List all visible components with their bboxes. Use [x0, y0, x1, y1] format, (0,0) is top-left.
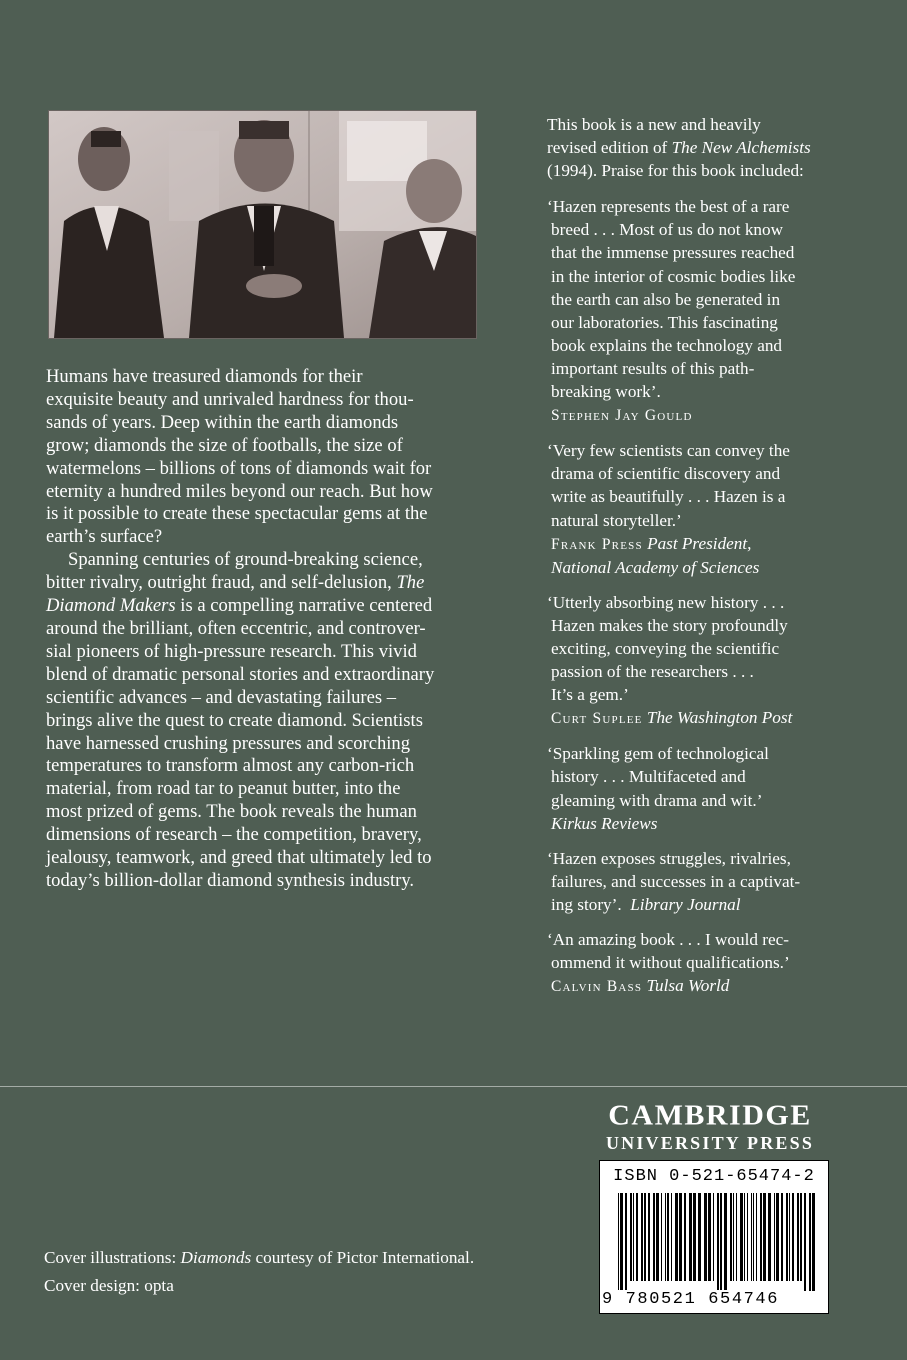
barcode-bar [760, 1193, 762, 1281]
text-line: around the brilliant, often eccentric, and controver- [46, 617, 426, 639]
quote-line: ‘Utterly absorbing new history . . . [547, 592, 785, 612]
cover-credits [44, 1244, 564, 1300]
publication-name: Tulsa World [646, 976, 730, 996]
barcode-bar [753, 1193, 754, 1281]
credit-italic: Diamonds [180, 1248, 252, 1267]
author-name: Curt Suplee [551, 710, 643, 728]
divider-line [0, 1086, 907, 1087]
text-line: blend of dramatic personal stories and extraordinary [46, 663, 435, 685]
text-line: Humans have treasured diamonds for their [46, 366, 363, 387]
book-description [46, 366, 508, 893]
quote-line: ‘Hazen exposes struggles, rivalries, [547, 848, 791, 868]
barcode-bar [684, 1193, 686, 1281]
quote-line: exciting, conveying the scientific [551, 638, 780, 658]
barcode-bar [661, 1193, 662, 1281]
barcode-bar [704, 1193, 707, 1281]
barcode-bar [693, 1193, 696, 1281]
text-segment: bitter rivalry, outright fraud, and self-delusion, [46, 572, 397, 594]
publication-name: Kirkus Reviews [551, 813, 658, 833]
text-line: most prized of gems. The book reveals the human [46, 801, 417, 823]
quote-line: that the immense pressures reached [551, 243, 795, 263]
publisher-subname: UNIVERSITY PRESS [605, 1133, 815, 1153]
text-segment: is a compelling narrative centered [175, 595, 433, 617]
text-line: Spanning centuries of ground-breaking science, [68, 549, 423, 571]
barcode-bar [667, 1193, 669, 1281]
barcode-bar [733, 1193, 734, 1281]
text-line: (1994). Praise for this book included: [547, 161, 804, 181]
barcode-bar [774, 1193, 775, 1281]
quote-line: book explains the technology and [551, 335, 783, 355]
text-line: scientific advances – and devastating failures – [46, 686, 397, 708]
barcode-bar [747, 1193, 748, 1281]
barcode-bar [625, 1193, 627, 1291]
description-paragraph-1 [46, 366, 508, 549]
edition-note [547, 113, 867, 182]
quote-line: drama of scientific discovery and [551, 464, 781, 484]
barcode-bar [792, 1193, 794, 1281]
quote-line: passion of the researchers . . . [551, 662, 754, 682]
text-line: eternity a hundred miles beyond our reach. But how [46, 480, 433, 502]
book-title-italic: Diamond Makers [46, 595, 176, 617]
quote-attribution [547, 403, 867, 427]
quote-line: the earth can also be generated in [551, 289, 781, 309]
quote-line: our laboratories. This fascinating [551, 312, 778, 332]
barcode-bar [641, 1193, 643, 1281]
barcode-bar [630, 1193, 632, 1281]
barcode-bar [809, 1193, 811, 1291]
barcode-bar [671, 1193, 672, 1281]
text-line: exquisite beauty and unrivaled hardness for thou- [46, 388, 414, 410]
barcode-bar [633, 1193, 634, 1281]
author-name: Stephen Jay Gould [551, 407, 693, 425]
text-line: today’s billion-dollar diamond synthesis industry. [46, 869, 415, 891]
ean-number: 9 780521 654746 [602, 1290, 780, 1309]
barcode-bar [740, 1193, 743, 1281]
text-line: temperatures to transform almost any carbon-rich [46, 755, 415, 777]
quote-line [551, 893, 867, 916]
description-paragraph-2 [46, 549, 508, 893]
barcode-bar [744, 1193, 745, 1281]
barcode-bar [724, 1193, 727, 1291]
publication-name: Library Journal [630, 894, 741, 914]
cover-photograph [48, 110, 477, 339]
text-segment: Cover illustrations: [44, 1248, 181, 1267]
quote-line: ‘Very few scientists can convey the [547, 441, 790, 461]
quote-text: ing story’. [551, 894, 622, 914]
publication-name: The Washington Post [646, 708, 793, 728]
text-segment: courtesy of Pictor International. [251, 1248, 475, 1267]
text-line: This book is a new and heavily [547, 115, 761, 134]
barcode-bar [736, 1193, 737, 1281]
text-line: have harnessed crushing pressures and scorching [46, 732, 411, 754]
barcode-bar [636, 1193, 638, 1281]
barcode-bar [656, 1193, 659, 1281]
barcode-bar [789, 1193, 790, 1281]
barcode-bar [812, 1193, 815, 1291]
publisher-name: CAMBRIDGE [608, 1099, 812, 1132]
barcode-bar [797, 1193, 799, 1281]
quote-line: ommend it without qualifications.’ [551, 953, 790, 973]
barcode-bar [768, 1193, 771, 1281]
quote-line: It’s a gem.’ [551, 685, 629, 705]
isbn-number: ISBN 0-521-65474-2 [613, 1167, 815, 1186]
barcode-bars [618, 1193, 816, 1291]
barcode-bar [679, 1193, 682, 1281]
praise-quote-kirkus [547, 742, 867, 834]
barcode-bar [786, 1193, 788, 1281]
author-name: Calvin Bass [551, 978, 643, 996]
barcode-bar [800, 1193, 802, 1281]
author-affiliation: National Academy of Sciences [551, 557, 760, 577]
barcode-bar [689, 1193, 692, 1281]
quote-line: breaking work’. [551, 382, 661, 402]
quote-line: ‘Sparkling gem of technological [547, 744, 769, 764]
text-line: jealousy, teamwork, and greed that ultimately led to [46, 847, 432, 869]
barcode-bar [644, 1193, 646, 1281]
quote-line: write as beautifully . . . Hazen is a [551, 487, 786, 507]
text-line [46, 572, 508, 595]
quote-line: history . . . Multifaceted and [551, 767, 746, 787]
barcode-bar [781, 1193, 783, 1281]
barcode-bar [730, 1193, 732, 1281]
barcode-bar [804, 1193, 806, 1291]
design-credit: Cover design: opta [44, 1276, 174, 1295]
quote-line: ‘An amazing book . . . I would rec- [547, 930, 789, 949]
quote-line: failures, and successes in a captivat- [551, 871, 801, 891]
quote-line: important results of this path- [551, 358, 755, 378]
barcode-bar [717, 1193, 719, 1291]
quote-attribution [547, 532, 867, 556]
text-line: material, from road tar to peanut butter, into the [46, 778, 401, 800]
quote-line: Hazen makes the story profoundly [551, 615, 788, 635]
quote-line: breed . . . Most of us do not know [551, 220, 784, 240]
text-segment: revised edition of [547, 138, 672, 158]
quote-line: natural storyteller.’ [551, 510, 682, 530]
barcode-bar [648, 1193, 650, 1281]
author-title: Past President, [647, 533, 752, 553]
text-line: watermelons – billions of tons of diamonds wait for [46, 457, 432, 479]
text-line: earth’s surface? [46, 526, 163, 548]
quote-attribution [547, 556, 867, 579]
quote-line: gleaming with drama and wit.’ [551, 790, 763, 810]
barcode-bar [763, 1193, 766, 1281]
praise-quote-press [547, 439, 867, 579]
barcode-bar [776, 1193, 779, 1281]
praise-quote-gould [547, 195, 867, 427]
text-line [46, 595, 508, 618]
barcode-bar [708, 1193, 711, 1281]
photograph-illustration [49, 111, 476, 338]
text-line: grow; diamonds the size of footballs, the size of [46, 434, 403, 456]
ean-digits [602, 1290, 826, 1309]
previous-title-italic: The New Alchemists [671, 138, 811, 158]
text-line: sial pioneers of high-pressure research. This vivid [46, 640, 417, 662]
text-line: brings alive the quest to create diamond. Scientists [46, 709, 423, 731]
quote-attribution [547, 706, 867, 730]
quote-attribution [547, 974, 867, 998]
barcode-bar [756, 1193, 757, 1281]
barcode-bar [720, 1193, 722, 1291]
barcode-bar [618, 1193, 619, 1291]
praise-column [547, 113, 867, 1010]
quote-line: ‘Hazen represents the best of a rare [547, 197, 790, 217]
barcode-bar [620, 1193, 623, 1291]
book-title-italic: The [396, 572, 425, 594]
barcode-bar [665, 1193, 666, 1281]
quote-attribution [547, 812, 867, 835]
barcode-bar [675, 1193, 678, 1281]
praise-quote-library-journal [547, 847, 867, 916]
publisher-logo [590, 1100, 830, 1154]
barcode-bar [751, 1193, 752, 1281]
text-line [547, 136, 867, 159]
quote-line: in the interior of cosmic bodies like [551, 266, 796, 286]
barcode-bar [713, 1193, 714, 1281]
praise-quote-suplee [547, 591, 867, 731]
isbn-barcode [599, 1160, 829, 1314]
barcode-bar [698, 1193, 701, 1281]
praise-quote-tulsa [547, 928, 867, 998]
barcode-bar [653, 1193, 655, 1281]
illustration-credit [44, 1244, 564, 1272]
text-line: sands of years. Deep within the earth diamonds [46, 411, 399, 433]
author-name: Frank Press [551, 535, 643, 553]
text-line: dimensions of research – the competition, bravery, [46, 824, 422, 846]
text-line: is it possible to create these spectacular gems at the [46, 503, 428, 525]
